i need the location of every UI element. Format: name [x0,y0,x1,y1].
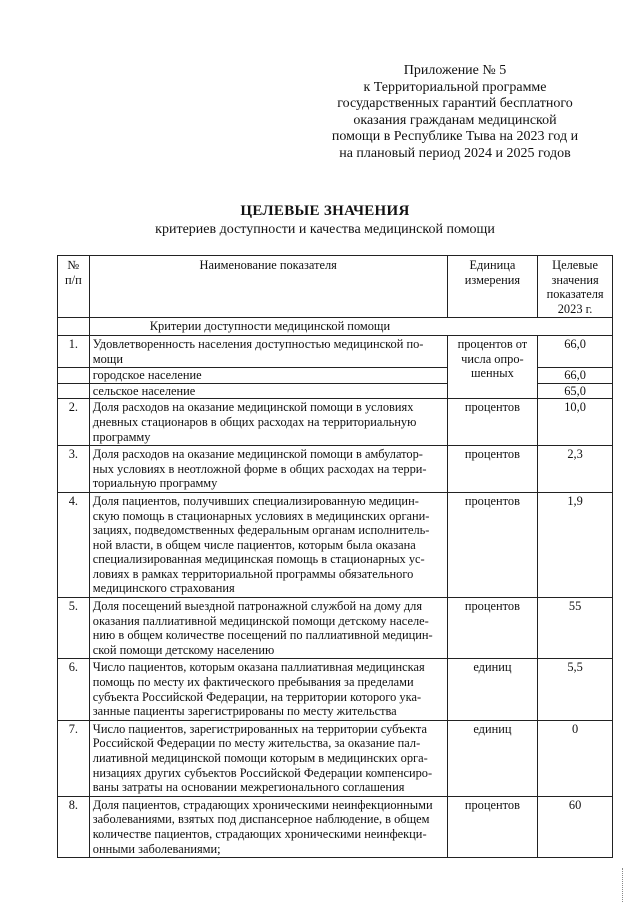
table-row [58,492,613,597]
row-unit: процентов от числа опро- шенных [447,335,538,398]
row-value: 60 [538,796,613,857]
row-num: 5. [58,598,90,659]
row-num: 4. [58,492,90,597]
row-unit: процентов [447,598,538,659]
row-unit: процентов [447,399,538,446]
section-title: Критерии доступности медицинской помощи [89,318,612,336]
section-cell-empty [58,318,90,336]
appendix-line: помощи в Республике Тыва на 2023 год и [331,129,579,145]
row-unit: процентов [447,796,538,857]
header-name [89,256,447,318]
table-row [58,446,613,493]
row-name: Доля расходов на оказание медицинской помощи в условиях дневных стационаров в общих расходах на территориальную программу [89,399,447,446]
table-row [58,659,613,720]
header-value-text: Целевые значения показателя 2023 г. [546,258,604,316]
row-unit: единиц [447,720,538,796]
row-name: городское население [89,368,447,384]
row-value: 66,0 [538,368,613,384]
appendix-line: к Территориальной программе [363,79,547,95]
header-unit-text: Единица измерения [464,258,521,287]
appendix-header [300,63,610,163]
row-name: Доля пациентов, страдающих хроническими неинфекционными заболеваниями, взятых под диспансерное наблюдение, в общем количестве пациентов, страдающих хроническими неинфекци- онными заболеваниями; [89,796,447,857]
row-name: Доля расходов на оказание медицинской помощи в амбулатор- ных условиях в неотложной форме в общих расходах на терри- ториальную программу [89,446,447,493]
table-row [58,399,613,446]
appendix-line: государственных гарантий бесплатного [337,96,573,112]
row-name: сельское население [89,383,447,399]
row-name: Число пациентов, зарегистрированных на территории субъекта Российской Федерации по месту жительства, за оказание пал- лиативной медицинской помощи которым в медицинских орга- низациях других субъектов Российской Федерации компенсиро- ваны затраты на основании межрегионального соглашения [89,720,447,796]
header-num [58,256,90,318]
row-value: 5,5 [538,659,613,720]
row-unit: процентов [447,446,538,493]
table-row [58,598,613,659]
row-value: 1,9 [538,492,613,597]
document-title: ЦЕЛЕВЫЕ ЗНАЧЕНИЯ [240,203,410,219]
row-value: 66,0 [538,335,613,367]
row-name: Число пациентов, которым оказана паллиативная медицинская помощь по месту их фактического пребывания за пределами субъекта Российской Федерации, на территории которого ука- занные пациенты зарегистрированы по месту жительства [89,659,447,720]
row-num: 3. [58,446,90,493]
row-unit: процентов [447,492,538,597]
row-num: 2. [58,399,90,446]
row-value: 10,0 [538,399,613,446]
header-num-text: № п/п [65,258,82,287]
row-name: Удовлетворенность населения доступностью медицинской по- мощи [89,335,447,367]
appendix-line: на плановый период 2024 и 2025 годов [339,145,571,161]
row-name: Доля пациентов, получивших специализированную медицин- скую помощь в стационарных условиях в медицинских органи- зациях, подведомственных федеральным органам исполнитель- ной власти, в общем числе пациентов, которым была оказана специализированная медицинская помощь в стационарных ус- ловиях в рамках территориальной программы обязательного медицинского страхования [89,492,447,597]
table-row [58,335,613,367]
header-value [538,256,613,318]
table-header-row [58,256,613,318]
table-row [58,720,613,796]
row-value: 65,0 [538,383,613,399]
row-value: 55 [538,598,613,659]
row-num-empty [58,368,90,384]
row-num: 1. [58,335,90,367]
row-value: 0 [538,720,613,796]
row-unit: единиц [447,659,538,720]
criteria-table [57,255,613,858]
document-subtitle: критериев доступности и качества медицинской помощи [155,222,495,237]
scan-edge-marks [622,868,625,902]
row-num: 6. [58,659,90,720]
row-num: 7. [58,720,90,796]
header-name-text: Наименование показателя [199,258,337,272]
section-row [58,318,613,336]
appendix-line: оказания гражданам медицинской [353,112,557,128]
header-unit [447,256,538,318]
table-row [58,796,613,857]
row-num-empty [58,383,90,399]
row-name: Доля посещений выездной патронажной службой на дому для оказания паллиативной медицинской помощи детскому населе- нию в общем количестве посещений по паллиативной медицин- ской помощи детскому населению [89,598,447,659]
row-value: 2,3 [538,446,613,493]
row-num: 8. [58,796,90,857]
appendix-line: Приложение № 5 [403,63,507,78]
